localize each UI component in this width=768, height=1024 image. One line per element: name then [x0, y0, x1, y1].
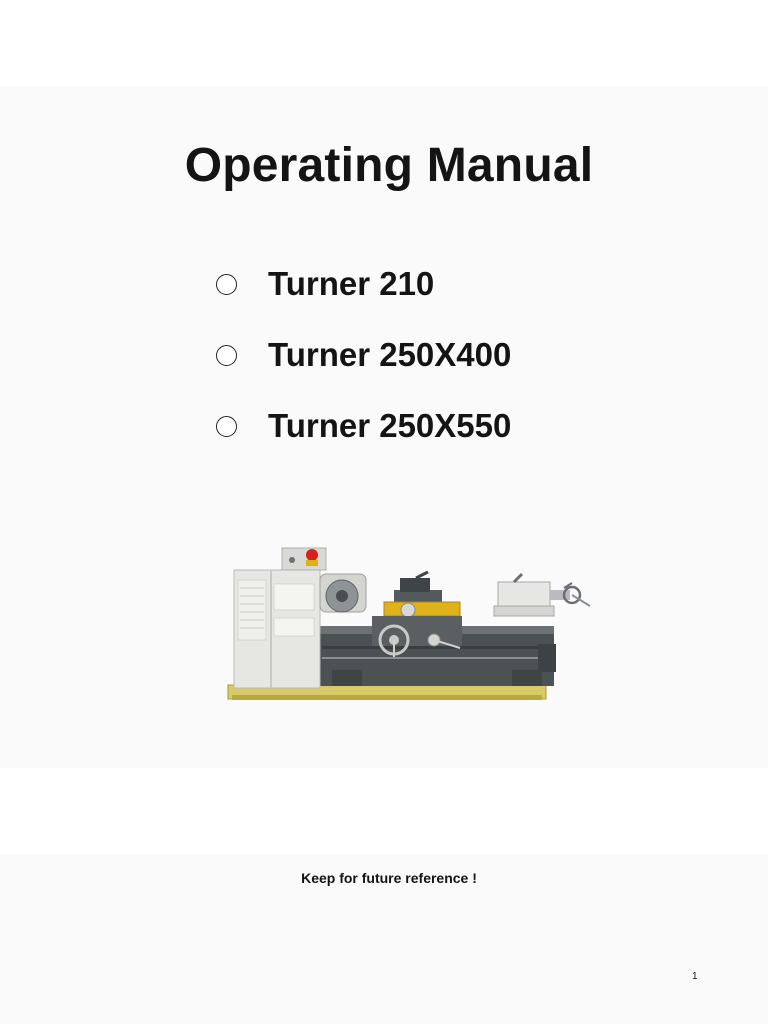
model-option[interactable] [216, 263, 636, 334]
radio-circle-icon[interactable] [216, 345, 237, 366]
tailstock [498, 582, 550, 608]
radio-circle-icon[interactable] [216, 274, 237, 295]
carriage-saddle [384, 602, 460, 616]
spec-plate [274, 584, 314, 610]
apron [372, 616, 462, 646]
radio-circle-icon[interactable] [216, 416, 237, 437]
base-tray-edge [232, 695, 542, 700]
bed-end-cap [538, 644, 556, 672]
control-box [282, 548, 326, 570]
thread-chart-plate [238, 580, 266, 640]
model-option-list [216, 263, 636, 476]
model-option-label: Turner 250X550 [268, 407, 512, 444]
tool-post [400, 578, 430, 592]
page-number: 1 [692, 971, 698, 982]
emergency-stop-button [306, 549, 318, 561]
lathe-machine-image [222, 540, 594, 708]
model-option-label: Turner 210 [268, 265, 435, 302]
model-option[interactable] [216, 334, 636, 405]
model-option[interactable] [216, 405, 636, 476]
page-title: Operating Manual [184, 139, 594, 192]
footer-note: Keep for future reference ! [301, 870, 477, 886]
model-option-label: Turner 250X400 [268, 336, 512, 373]
warning-plate [274, 618, 314, 636]
